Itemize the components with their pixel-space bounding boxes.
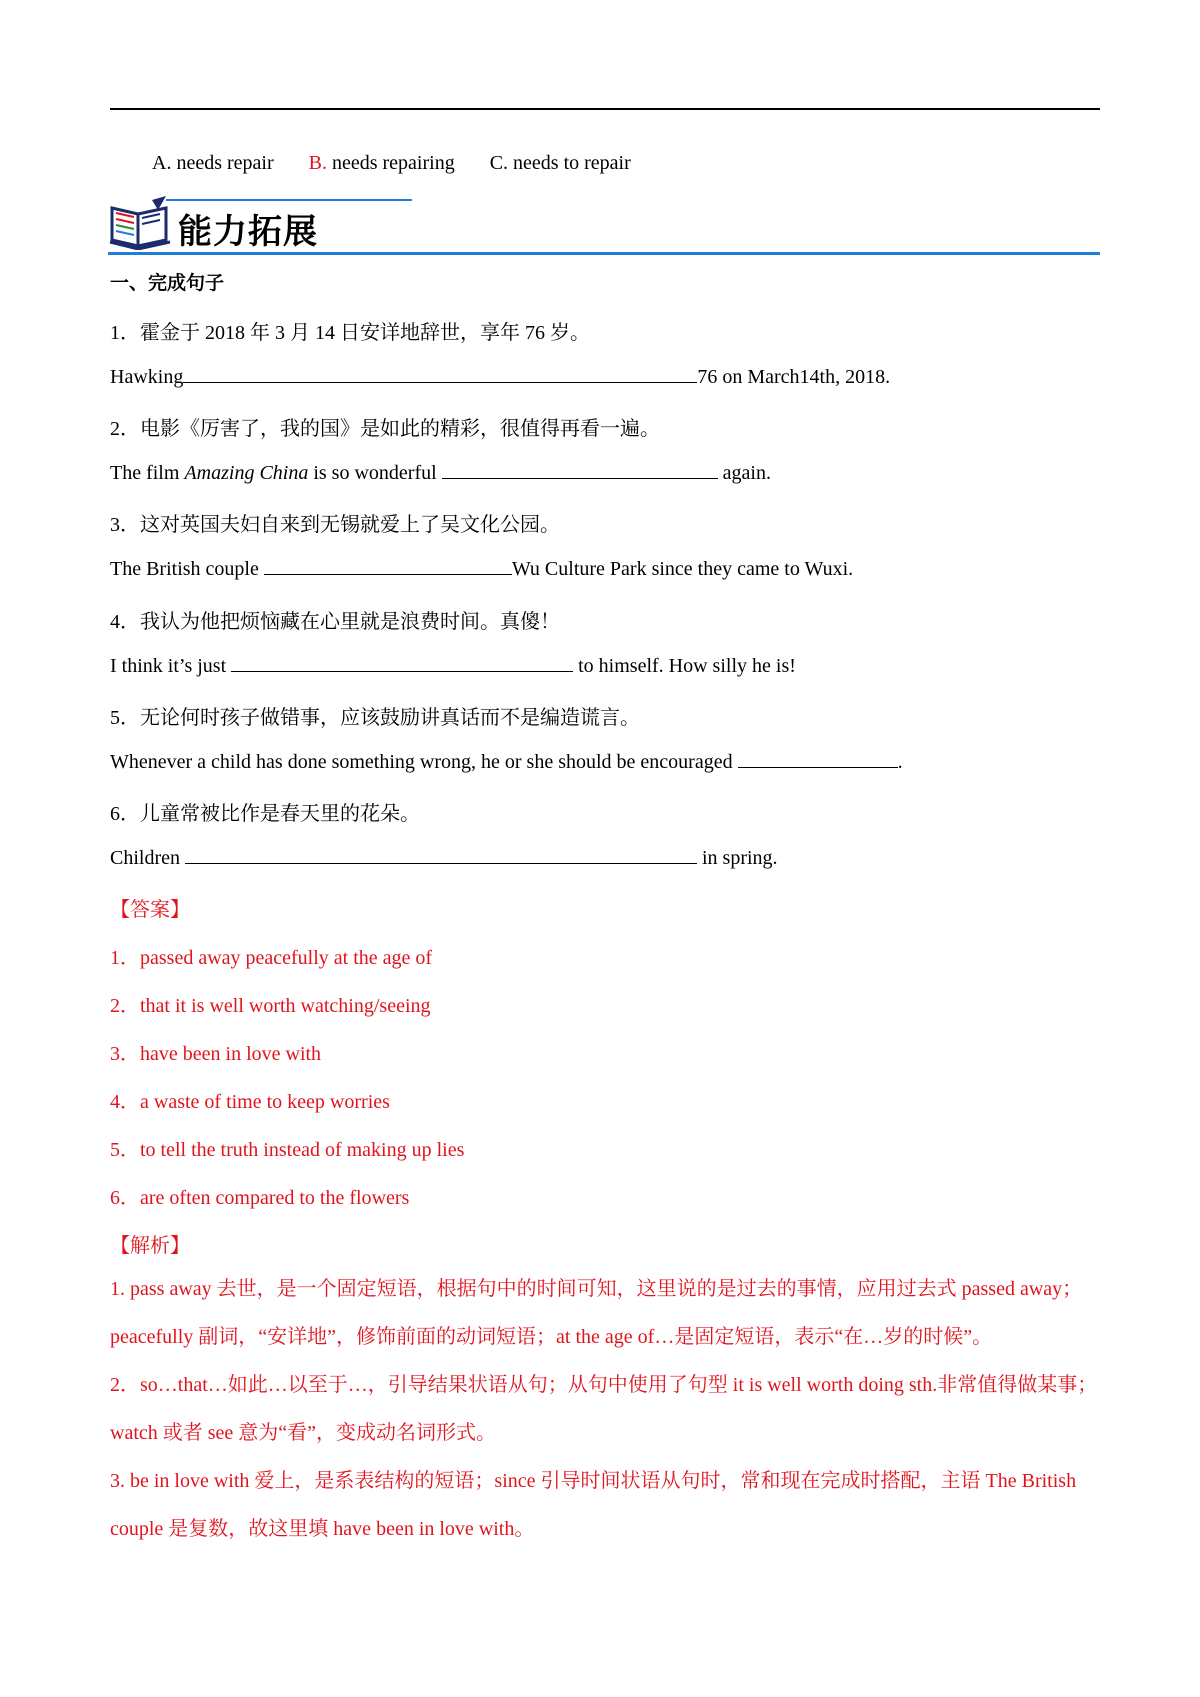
answer-blank-3[interactable]: [264, 556, 512, 575]
option-c: C. needs to repair: [489, 152, 631, 174]
analysis-1: 1. pass away 去世，是一个固定短语，根据句中的时间可知，这里说的是过去的事情，应用过去式 passed away；peacefully 副词，“安详地”，修饰前面的动词短语；at the age of…是固定短语，表示“在…岁的时候”。: [110, 1278, 1083, 1348]
option-b-letter: B.: [308, 152, 327, 174]
answer-2: 2．that it is well worth watching/seeing: [110, 995, 431, 1017]
question-5-english: Whenever a child has done something wrong, he or she should be encouraged .: [110, 751, 903, 773]
question-1-chinese: 1．霍金于 2018 年 3 月 14 日安详地辞世，享年 76 岁。: [110, 322, 590, 344]
question-2-chinese: 2．电影《厉害了，我的国》是如此的精彩，很值得再看一遍。: [110, 418, 660, 440]
answer-1: 1．passed away peacefully at the age of: [110, 947, 433, 969]
question-6-chinese: 6．儿童常被比作是春天里的花朵。: [110, 803, 420, 825]
exercise-heading: 一、完成句子: [110, 272, 225, 294]
question-4-chinese: 4．我认为他把烦恼藏在心里就是浪费时间。真傻！: [110, 611, 560, 633]
answer-blank-2[interactable]: [442, 460, 718, 479]
answer-options: [152, 152, 661, 175]
analysis-label: 【解析】: [110, 1235, 190, 1257]
answer-6: 6．are often compared to the flowers: [110, 1187, 410, 1209]
question-3-english: The British couple Wu Culture Park since they came to Wuxi.: [110, 558, 854, 580]
answer-5: 5．to tell the truth instead of making up lies: [110, 1139, 465, 1161]
question-3-chinese: 3．这对英国夫妇自来到无锡就爱上了吴文化公园。: [110, 514, 560, 536]
question-6-english: Children in spring.: [110, 847, 778, 869]
answer-3: 3．have been in love with: [110, 1043, 322, 1065]
answer-blank-5[interactable]: [738, 749, 898, 768]
open-book-icon: [108, 194, 172, 250]
section-header: [108, 192, 1100, 258]
analysis-3: 3. be in love with 爱上，是系表结构的短语；since 引导时间状语从句时，常和现在完成时搭配，主语 The British couple 是复数，故这里填 have been in love with。: [110, 1470, 1077, 1540]
question-1-english: Hawking 76 on March14th, 2018.: [110, 366, 891, 388]
question-2-english: The film Amazing China is so wonderful again.: [110, 462, 771, 484]
option-a: A. needs repair: [152, 152, 274, 174]
section-title: 能力拓展: [178, 212, 318, 252]
top-rule: [110, 108, 1100, 110]
header-accent-line: [166, 199, 412, 201]
answer-blank-6[interactable]: [185, 845, 697, 864]
header-underline: [108, 252, 1100, 255]
answer-4: 4．a waste of time to keep worries: [110, 1091, 390, 1113]
answer-blank-1[interactable]: [183, 364, 697, 383]
question-4-english: I think it’s just to himself. How silly he is!: [110, 655, 796, 677]
option-b: [309, 152, 455, 174]
answer-label: 【答案】: [110, 899, 190, 921]
answer-blank-4[interactable]: [231, 653, 573, 672]
film-title: Amazing China: [184, 462, 309, 484]
option-b-text: needs repairing: [326, 152, 455, 174]
question-5-chinese: 5．无论何时孩子做错事，应该鼓励讲真话而不是编造谎言。: [110, 707, 640, 729]
analysis-2: 2．so…that…如此…以至于…，引导结果状语从句；从句中使用了句型 it is well worth doing sth.非常值得做某事；watch 或者 see 意为“看”，变成动名词形式。: [110, 1374, 1098, 1444]
